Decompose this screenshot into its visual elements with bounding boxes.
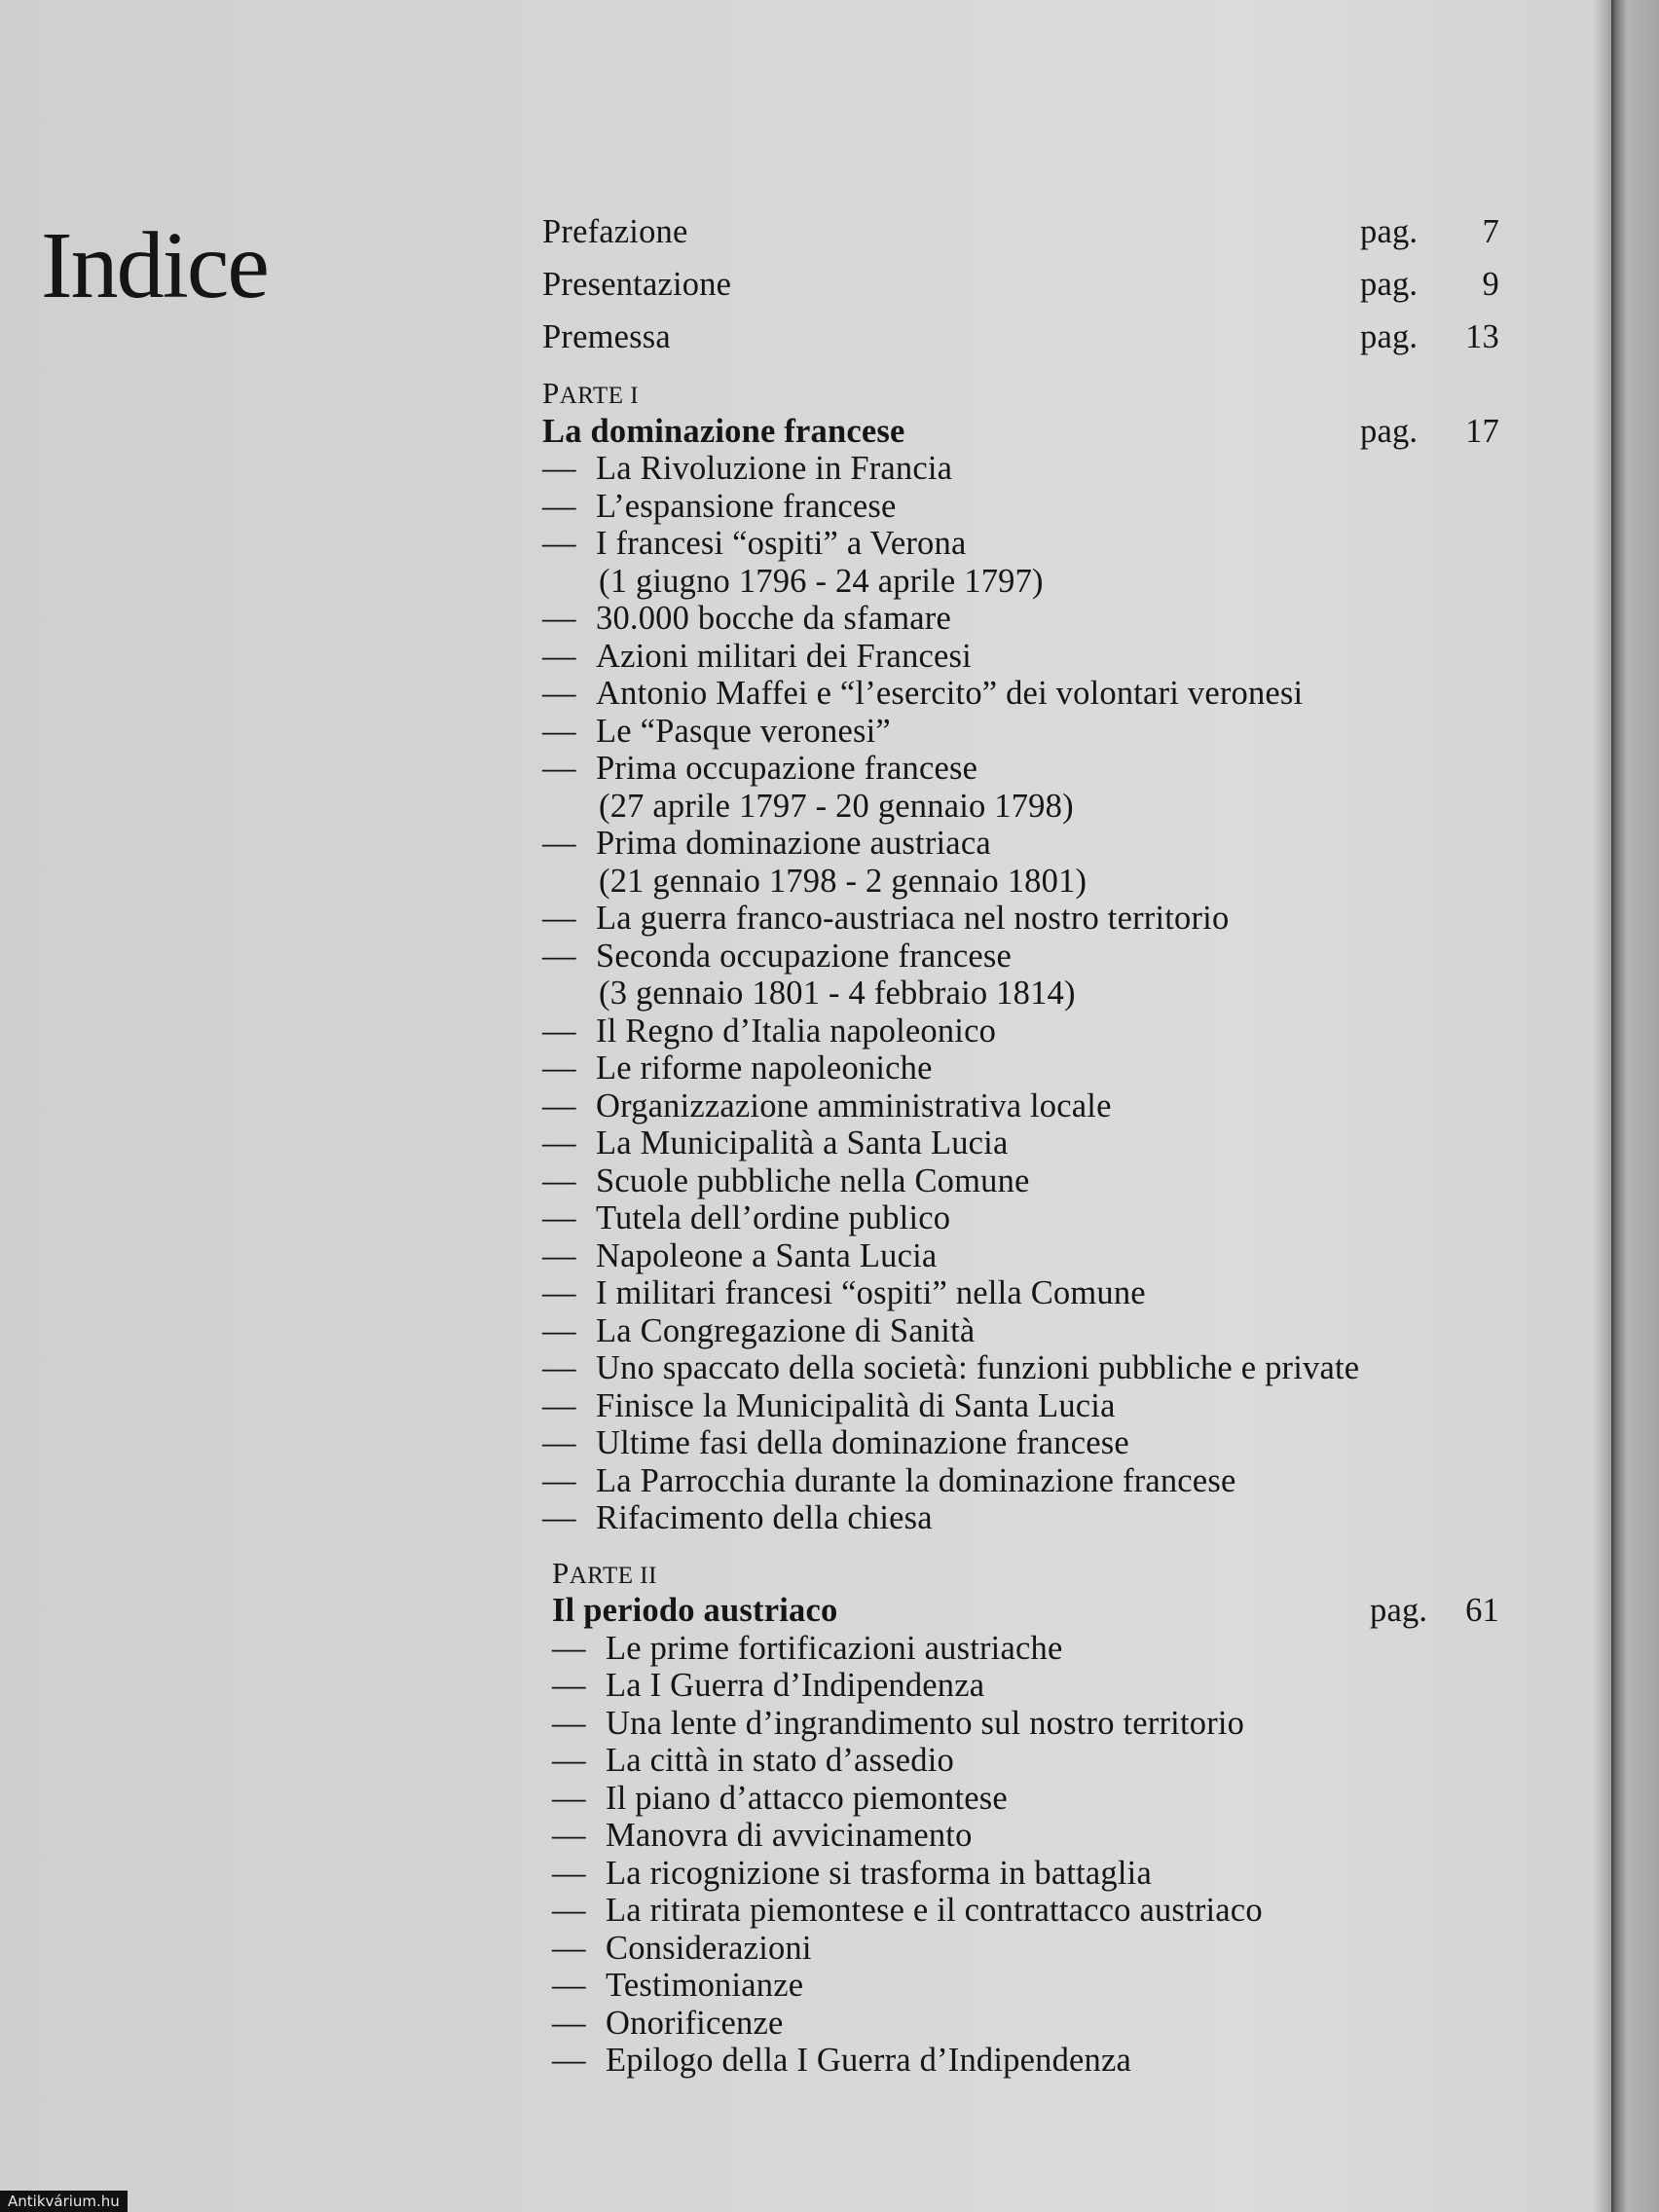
part-2-heading-row [552,1592,1499,1630]
item-date-range: (1 giugno 1796 - 24 aprile 1797) [599,562,1044,600]
em-dash: — [552,1667,586,1704]
table-of-contents [542,205,1499,2080]
item-text: I francesi “ospiti” a Verona [596,525,967,562]
list-item [542,1088,1499,1125]
item-text: La Parrocchia durante la dominazione francese [596,1461,1236,1499]
em-dash: — [542,712,576,750]
item-text: Prima dominazione austriaca [596,825,991,862]
em-dash: — [552,1817,586,1854]
part-2-section [552,1555,1499,2080]
list-item [542,750,1499,788]
book-page-edge [1611,0,1659,2212]
list-item [542,1499,1499,1537]
item-text: 30.000 bocche da sfamare [596,600,951,637]
item-text: I militari francesi “ospiti” nella Comune [596,1274,1146,1311]
em-dash: — [552,1629,586,1667]
list-item [542,1349,1499,1387]
em-dash: — [542,1461,576,1499]
item-text: Una lente d’ingrandimento sul nostro territorio [606,1704,1245,1742]
front-matter [542,205,1499,363]
list-item [552,1780,1499,1818]
list-item [542,1237,1499,1275]
list-item [542,1462,1499,1500]
item-text: Rifacimento della chiesa [596,1499,933,1536]
page-number: 61 [1465,1592,1499,1629]
page-abbrev: pag. [1360,412,1419,450]
em-dash: — [542,750,576,787]
list-item [542,1050,1499,1088]
list-item [552,1667,1499,1705]
item-text: Seconda occupazione francese [596,937,1013,975]
entry-title: Presentazione [542,266,732,303]
em-dash: — [542,1124,576,1161]
list-item [542,1162,1499,1200]
em-dash: — [552,2042,586,2079]
item-text: Uno spaccato della società: funzioni pubbliche e private [596,1349,1360,1386]
list-item [542,638,1499,676]
part-2-items [552,1630,1499,2080]
em-dash: — [552,1929,586,1967]
page-number: 13 [1465,318,1499,355]
item-date-range: (3 gennaio 1801 - 4 febbraio 1814) [599,975,1076,1012]
list-item [542,600,1499,638]
item-date-range: (27 aprile 1797 - 20 gennaio 1798) [599,787,1074,825]
list-item [542,1199,1499,1237]
item-text: Manovra di avvicinamento [606,1817,973,1854]
list-item [542,1274,1499,1312]
em-dash: — [552,1854,586,1892]
part-1-label: PARTE I [542,376,640,410]
em-dash: — [552,1704,586,1742]
em-dash: — [542,1161,576,1199]
em-dash: — [542,525,576,562]
em-dash: — [542,1311,576,1349]
em-dash: — [552,1779,586,1817]
em-dash: — [552,1967,586,2004]
page-title: Indice [41,212,268,318]
list-item [552,2042,1499,2080]
page-number: 9 [1482,266,1499,303]
list-item [542,1424,1499,1462]
list-item [542,1387,1499,1425]
part-1-section [542,375,1499,1537]
item-text: La Rivoluzione in Francia [596,450,953,487]
item-text: Organizzazione amministrativa locale [596,1087,1112,1124]
toc-entry [542,258,1499,311]
em-dash: — [552,1742,586,1779]
list-item [552,1855,1499,1893]
part-1-items [542,450,1499,1537]
em-dash: — [542,450,576,487]
list-item [542,675,1499,713]
list-item [542,713,1499,751]
list-item [552,1817,1499,1855]
list-item [552,1630,1499,1668]
em-dash: — [542,1236,576,1274]
list-item [552,1705,1499,1743]
item-text: Napoleone a Santa Lucia [596,1236,938,1274]
item-text: La ricognizione si trasforma in battaglia [606,1854,1152,1892]
list-item [552,1892,1499,1930]
list-item [552,1742,1499,1780]
em-dash: — [542,1386,576,1424]
item-text: La città in stato d’assedio [606,1742,954,1779]
em-dash: — [542,1199,576,1236]
list-item [552,2005,1499,2043]
item-text: La ritirata piemontese e il contrattacco austriaco [606,1892,1263,1929]
item-text: Le “Pasque veronesi” [596,712,891,750]
list-item [542,1312,1499,1350]
item-text: Azioni militari dei Francesi [596,637,972,675]
item-text: Tutela dell’ordine publico [596,1199,951,1236]
em-dash: — [552,1892,586,1929]
page-number: 7 [1482,213,1499,250]
em-dash: — [552,2004,586,2042]
item-text: Le riforme napoleoniche [596,1050,933,1087]
list-item [542,525,1499,563]
em-dash: — [542,1050,576,1087]
toc-entry [542,205,1499,258]
part-2-heading: Il periodo austriaco [552,1592,838,1629]
list-item [552,1930,1499,1968]
em-dash: — [542,675,576,712]
entry-title: Premessa [542,318,671,355]
em-dash: — [542,1424,576,1461]
item-text: La I Guerra d’Indipendenza [606,1667,985,1704]
item-text: Ultime fasi della dominazione francese [596,1424,1129,1461]
list-item [542,900,1499,938]
item-text: Finisce la Municipalità di Santa Lucia [596,1386,1116,1424]
em-dash: — [542,825,576,862]
item-text: Il Regno d’Italia napoleonico [596,1012,997,1050]
page-abbrev: pag. [1360,213,1419,250]
page-number: 17 [1465,412,1499,450]
entry-title: Prefazione [542,213,688,250]
list-item [552,1967,1499,2005]
list-item [542,488,1499,526]
em-dash: — [542,1499,576,1536]
part-2-label: PARTE II [552,1555,657,1590]
toc-entry [542,311,1499,363]
list-item [542,938,1499,976]
part-1-heading-row [542,413,1499,451]
part-1-heading: La dominazione francese [542,412,905,450]
em-dash: — [542,637,576,675]
list-item [542,825,1499,863]
item-text: La Municipalità a Santa Lucia [596,1124,1009,1161]
item-text: L’espansione francese [596,487,897,525]
item-text: Epilogo della I Guerra d’Indipendenza [606,2042,1132,2079]
item-text: Considerazioni [606,1929,812,1967]
page-abbrev: pag. [1370,1592,1428,1629]
item-text: La Congregazione di Sanità [596,1311,976,1349]
item-text: La guerra franco-austriaca nel nostro territorio [596,900,1230,937]
em-dash: — [542,1274,576,1311]
em-dash: — [542,1349,576,1386]
item-text: Scuole pubbliche nella Comune [596,1161,1030,1199]
item-text: Antonio Maffei e “l’esercito” dei volontari veronesi [596,675,1304,712]
item-text: Le prime fortificazioni austriache [606,1629,1063,1667]
list-item [542,1124,1499,1162]
watermark: Antikvárium.hu [0,2191,128,2212]
item-text: Prima occupazione francese [596,750,978,787]
list-item [542,1013,1499,1051]
page-abbrev: pag. [1360,266,1419,303]
list-item [542,450,1499,488]
item-text: Testimonianze [606,1967,804,2004]
item-text: Il piano d’attacco piemontese [606,1779,1008,1817]
em-dash: — [542,1012,576,1050]
em-dash: — [542,1087,576,1124]
em-dash: — [542,937,576,975]
em-dash: — [542,900,576,937]
em-dash: — [542,487,576,525]
item-text: Onorificenze [606,2004,784,2042]
page-abbrev: pag. [1360,318,1419,355]
item-date-range: (21 gennaio 1798 - 2 gennaio 1801) [599,862,1088,900]
em-dash: — [542,600,576,637]
